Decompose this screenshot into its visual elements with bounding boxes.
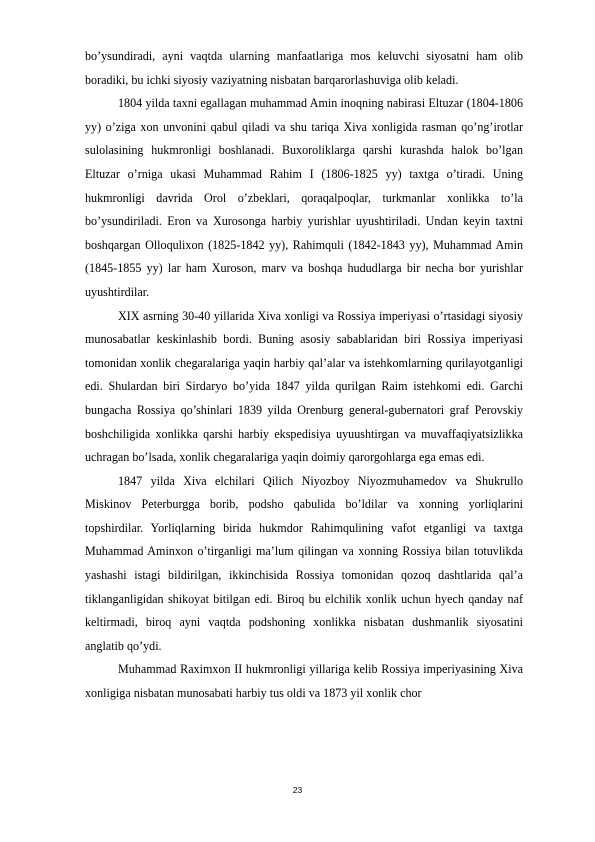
page-number: 23 bbox=[292, 785, 303, 795]
paragraph-embassy-1847: 1847 yilda Xiva elchilari Qilich Niyozboy Niyozmuhamedov va Shukrullo Miskinov Peterburgga borib, podsho qabulida bo’ldilar va xonning yorliqlarini topshirdilar. Yorliqlarning birida hukmdor Rahimqulining vafot etganligi va taxtga Muhammad Aminxon o’tirganligi ma’lum qilingan va xonning Rossiya bilan totuvlikda yashashi istagi bildirilgan, ikkinchisida Rossiya tomonidan qozoq dashtlarida qal’a tiklanganligidan shikoyat bitilgan edi. Biroq bu elchilik xonlik uchun hyech qanday naf keltirmadi, biroq ayni vaqtda podshoning xonlikka nisbatan dushmanlik siyosatini anglatib qo’ydi. bbox=[85, 473, 523, 653]
text-body bbox=[85, 45, 523, 706]
paragraph-muhammad-rahimxon: Muhammad Raximxon II hukmronligi yillariga kelib Rossiya imperiyasining Xiva xonligiga nisbatan munosabati harbiy tus oldi va 1873 yil xonlik chor bbox=[85, 662, 523, 701]
paragraph-continuation: bo’ysundiradi, ayni vaqtda ularning manfaatlariga mos keluvchi siyosatni ham olib boradiki, bu ichki siyosiy vaziyatning nisbatan barqarorlashuviga olib keladi. bbox=[85, 49, 523, 87]
paragraph-russia-relations: XIX asrning 30-40 yillarida Xiva xonligi va Rossiya imperiyasi o’rtasidagi siyosiy munosabatlar keskinlashib bordi. Buning asosiy sabablaridan biri Rossiya imperiyasi tomonidan xonlik chegaralariga yaqin harbiy qal’alar va istehkomlarning qurilayotganligi edi. Shulardan biri Sirdaryo bo’yida 1847 yilda qurilgan Raim istehkomi edi. Garchi bungacha Rossiya qo’shinlari 1839 yilda Orenburg general-gubernatori graf Perovskiy boshchiligida xonlikka qarshi harbiy ekspedisiya uyuushtirgan va muvaffaqiyatsizlikka uchragan bo’lsada, xonlik chegaralariga yaqin doimiy qarorgohlarga ega emas edi. bbox=[85, 308, 523, 465]
paragraph-eltuzar: 1804 yilda taxni egallagan muhammad Amin inoqning nabirasi Eltuzar (1804-1806 yy) o’ziga xon unvonini qabul qiladi va shu tariqa Xiva xonligida rasman qo’ng’irotlar sulolasining hukmronligi boshlanadi. Buxoroliklarga qarshi kurashda halok bo’lgan Eltuzar o’rniga ukasi Muhammad Rahim I (1806-1825 yy) taxtga o’tiradi. Uning hukmronligi davrida Orol o’zbeklari, qoraqalpoqlar, turkmanlar xonlikka to’la bo’ysundiriladi. Eron va Xurosonga harbiy yurishlar uyushtiriladi. Undan keyin taxtni boshqargan Olloqulixon (1825-1842 yy), Rahimquli (1842-1843 yy), Muhammad Amin (1845-1855 yy) lar ham Xuroson, marv va boshqa hududlarga bir necha bor yurishlar uyushtirdilar. bbox=[85, 96, 523, 299]
